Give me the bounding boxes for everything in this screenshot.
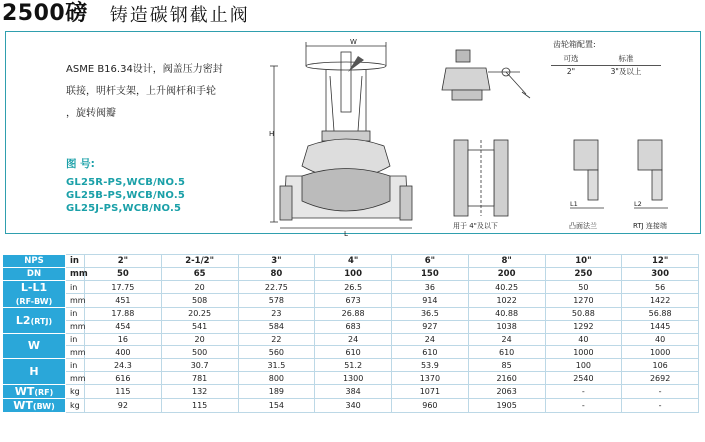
value-cell: 10"	[545, 255, 622, 268]
value-cell: 1370	[392, 372, 469, 385]
value-cell: 40.25	[468, 280, 545, 294]
value-cell: 2692	[622, 372, 699, 385]
value-cell: -	[622, 385, 699, 399]
row-label	[3, 280, 66, 307]
row-label-sub: (BW)	[32, 402, 55, 412]
table-row	[3, 294, 699, 308]
value-cell: 1292	[545, 320, 622, 333]
value-cell: 56.88	[622, 307, 699, 320]
value-cell: 106	[622, 359, 699, 372]
dim-w-label: W	[350, 38, 357, 46]
small-valve-section-drawing	[446, 136, 516, 222]
value-cell: 40	[545, 333, 622, 346]
value-cell: 610	[315, 346, 392, 359]
value-cell: 927	[392, 320, 469, 333]
value-cell: 26.88	[315, 307, 392, 320]
unit-cell: mm	[66, 372, 85, 385]
value-cell: 53.9	[392, 359, 469, 372]
value-cell: 26.5	[315, 280, 392, 294]
value-cell: 610	[468, 346, 545, 359]
value-cell: 150	[392, 267, 469, 280]
caption-rf-flange: 凸面法兰	[569, 222, 597, 230]
gear-head-optional: 可选	[563, 54, 579, 63]
table-row	[3, 399, 699, 413]
value-cell: 3"	[238, 255, 315, 268]
table-row	[3, 372, 699, 385]
value-cell: 20	[161, 333, 238, 346]
value-cell: 20	[161, 280, 238, 294]
table-row	[3, 320, 699, 333]
gear-standard-value: 3"及以上	[610, 67, 642, 76]
value-cell: 189	[238, 385, 315, 399]
description-line: ，旋转阀瓣	[66, 108, 116, 119]
model-number: GL25R-PS,WCB/NO.5	[66, 177, 186, 188]
value-cell: 2063	[468, 385, 545, 399]
value-cell: 800	[238, 372, 315, 385]
value-cell: 36	[392, 280, 469, 294]
model-number: GL25J-PS,WCB/NO.5	[66, 203, 182, 214]
value-cell: 384	[315, 385, 392, 399]
row-label-sub: (RTJ)	[30, 316, 53, 326]
value-cell: 8"	[468, 255, 545, 268]
unit-cell: in	[66, 307, 85, 320]
value-cell: 340	[315, 399, 392, 413]
value-cell: 1000	[622, 346, 699, 359]
product-description	[66, 59, 256, 125]
value-cell: 100	[545, 359, 622, 372]
value-cell: 1300	[315, 372, 392, 385]
value-cell: 616	[85, 372, 162, 385]
value-cell: 100	[315, 267, 392, 280]
unit-cell: in	[66, 280, 85, 294]
value-cell: 24	[315, 333, 392, 346]
row-label-text: L-L1	[20, 280, 48, 294]
table-row	[3, 307, 699, 320]
value-cell: 20.25	[161, 307, 238, 320]
table-row	[3, 385, 699, 399]
value-cell: 30.7	[161, 359, 238, 372]
table-row	[3, 346, 699, 359]
value-cell: 451	[85, 294, 162, 308]
caption-rtj-end: RTJ 连接端	[633, 222, 667, 230]
row-label-text: WT	[14, 385, 35, 399]
value-cell: 1071	[392, 385, 469, 399]
value-cell: 23	[238, 307, 315, 320]
table-row	[3, 267, 699, 280]
value-cell: 40.88	[468, 307, 545, 320]
value-cell: 1022	[468, 294, 545, 308]
value-cell: 16	[85, 333, 162, 346]
value-cell: 2"	[85, 255, 162, 268]
value-cell: 6"	[392, 255, 469, 268]
unit-cell: mm	[66, 346, 85, 359]
value-cell: 541	[161, 320, 238, 333]
value-cell: 250	[545, 267, 622, 280]
value-cell: 50	[85, 267, 162, 280]
dim-l2-label: L2	[634, 200, 642, 208]
unit-cell: mm	[66, 267, 85, 280]
value-cell: 2540	[545, 372, 622, 385]
value-cell: 673	[315, 294, 392, 308]
value-cell: 12"	[622, 255, 699, 268]
dim-l1-label: L1	[570, 200, 578, 208]
row-label-text: L2	[15, 313, 31, 327]
value-cell: 400	[85, 346, 162, 359]
unit-cell: mm	[66, 294, 85, 308]
value-cell: 17.88	[85, 307, 162, 320]
row-label	[3, 399, 66, 413]
value-cell: 610	[392, 346, 469, 359]
gear-optional-value: 2"	[566, 67, 576, 76]
row-label	[3, 385, 66, 399]
dim-l-label: L	[344, 230, 348, 236]
value-cell: 31.5	[238, 359, 315, 372]
gear-head-standard: 标准	[618, 54, 634, 63]
gear-box-config-table	[551, 53, 661, 78]
row-label	[3, 267, 66, 280]
value-cell: 1422	[622, 294, 699, 308]
value-cell: 584	[238, 320, 315, 333]
rtj-end-drawing	[628, 136, 678, 222]
row-label-text: H	[29, 365, 39, 379]
value-cell: -	[545, 385, 622, 399]
row-label	[3, 333, 66, 359]
unit-cell: in	[66, 359, 85, 372]
value-cell: 1000	[545, 346, 622, 359]
value-cell: 115	[85, 385, 162, 399]
value-cell: -	[545, 399, 622, 413]
value-cell: 960	[392, 399, 469, 413]
model-number: GL25B-PS,WCB/NO.5	[66, 190, 186, 201]
value-cell: 500	[161, 346, 238, 359]
value-cell: 50.88	[545, 307, 622, 320]
value-cell: 24.3	[85, 359, 162, 372]
description-line: 联接，明杆支架，上升阀杆和手轮	[66, 86, 216, 97]
value-cell: 508	[161, 294, 238, 308]
value-cell: 80	[238, 267, 315, 280]
value-cell: 92	[85, 399, 162, 413]
table-row	[3, 333, 699, 346]
value-cell: 65	[161, 267, 238, 280]
value-cell: 4"	[315, 255, 392, 268]
product-card	[5, 31, 701, 234]
row-label-text: DN	[26, 268, 42, 279]
value-cell: 683	[315, 320, 392, 333]
row-label-text: W	[27, 339, 41, 353]
value-cell: 132	[161, 385, 238, 399]
table-row	[3, 280, 699, 294]
gear-box-config-title: 齿轮箱配置:	[553, 40, 596, 49]
value-cell: 22	[238, 333, 315, 346]
value-cell: 1038	[468, 320, 545, 333]
product-name: 铸造碳钢截止阀	[109, 5, 250, 26]
value-cell: 36.5	[392, 307, 469, 320]
value-cell: 154	[238, 399, 315, 413]
value-cell: 2160	[468, 372, 545, 385]
unit-cell: in	[66, 255, 85, 268]
row-label-text: NPS	[24, 255, 44, 266]
value-cell: 200	[468, 267, 545, 280]
unit-cell: in	[66, 333, 85, 346]
value-cell: 300	[622, 267, 699, 280]
figure-number-label: 图 号:	[66, 158, 95, 170]
value-cell: 22.75	[238, 280, 315, 294]
caption-small-size: 用于 4"及以下	[453, 222, 498, 230]
value-cell: 56	[622, 280, 699, 294]
unit-cell: mm	[66, 320, 85, 333]
rf-end-drawing	[564, 136, 614, 222]
value-cell: 51.2	[315, 359, 392, 372]
unit-cell: kg	[66, 385, 85, 399]
row-label	[3, 255, 66, 268]
value-cell: 578	[238, 294, 315, 308]
table-row	[3, 255, 699, 268]
value-cell: 914	[392, 294, 469, 308]
row-label-text: WT	[13, 399, 33, 413]
value-cell: 85	[468, 359, 545, 372]
row-label-sub: (RF)	[34, 388, 54, 398]
value-cell: 1270	[545, 294, 622, 308]
dimension-table	[2, 254, 699, 413]
value-cell: 454	[85, 320, 162, 333]
gear-box-drawing	[438, 46, 538, 126]
value-cell: 2-1/2"	[161, 255, 238, 268]
value-cell: 560	[238, 346, 315, 359]
value-cell: -	[622, 399, 699, 413]
description-line: ASME B16.34设计，阀盖压力密封	[66, 64, 223, 75]
value-cell: 40	[622, 333, 699, 346]
table-row	[3, 359, 699, 372]
value-cell: 1905	[468, 399, 545, 413]
page-title	[2, 1, 250, 27]
valve-section-drawing	[268, 36, 418, 236]
value-cell: 24	[468, 333, 545, 346]
value-cell: 24	[392, 333, 469, 346]
dim-h-label: H	[269, 130, 275, 138]
value-cell: 781	[161, 372, 238, 385]
row-label	[3, 359, 66, 385]
value-cell: 1445	[622, 320, 699, 333]
value-cell: 17.75	[85, 280, 162, 294]
unit-cell: kg	[66, 399, 85, 413]
value-cell: 50	[545, 280, 622, 294]
pressure-rating: 2500磅	[2, 1, 88, 26]
value-cell: 115	[161, 399, 238, 413]
row-label	[3, 307, 66, 333]
row-label-sub: (RF-BW)	[15, 296, 53, 306]
